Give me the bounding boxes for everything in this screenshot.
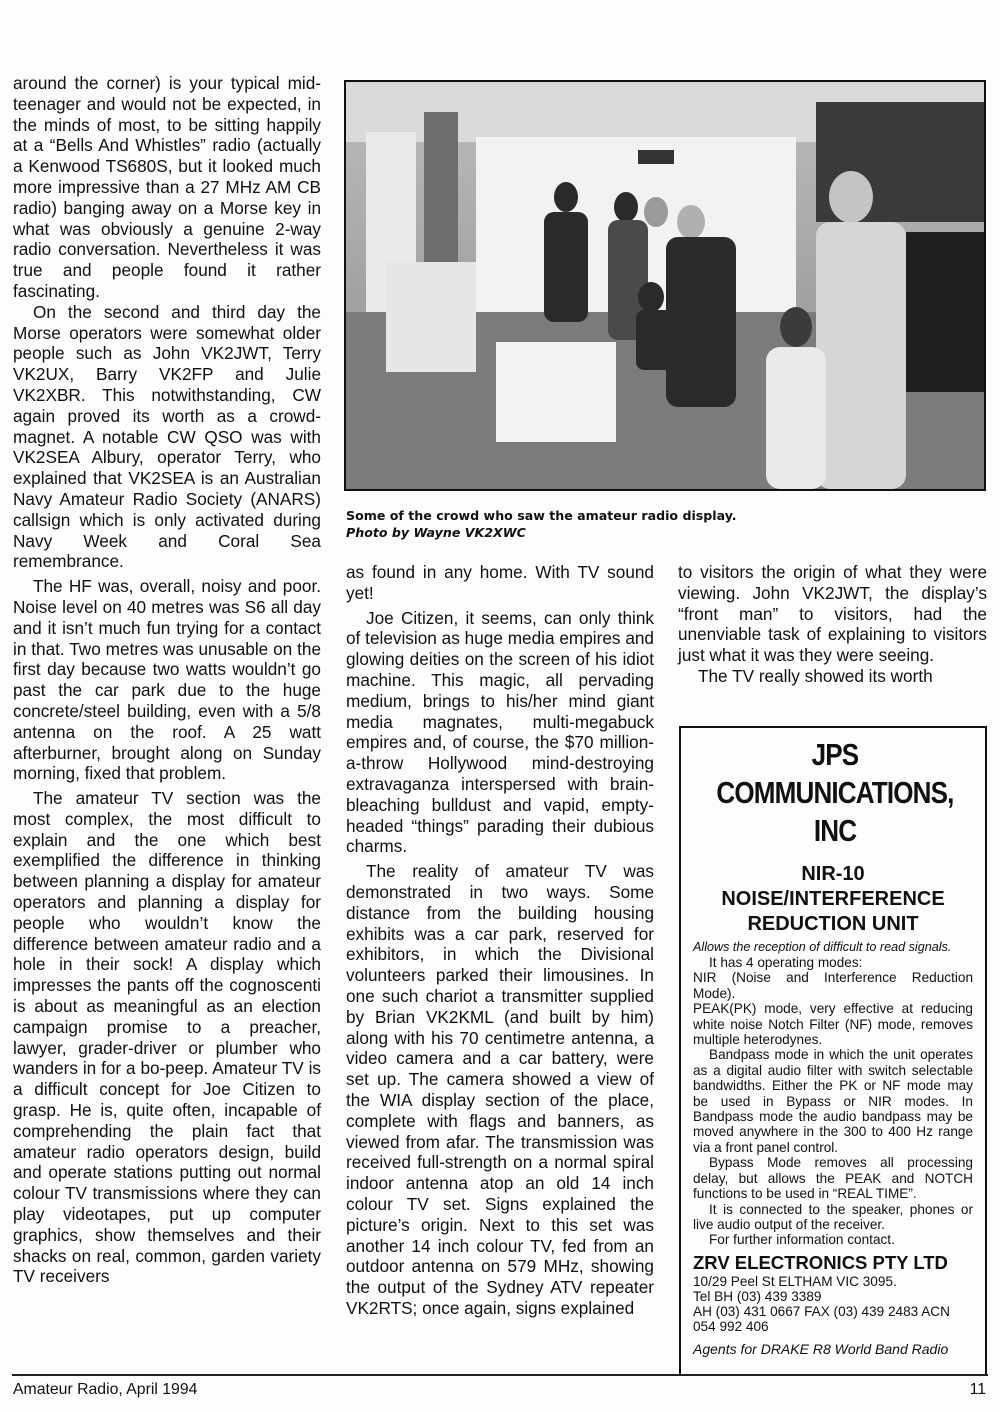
ad-telephone: Tel BH (03) 439 3389 bbox=[693, 1288, 822, 1304]
photo-caption bbox=[346, 507, 986, 541]
footer-page-number: 11 bbox=[969, 1381, 986, 1398]
photo-credit: Photo by Wayne VK2XWC bbox=[346, 525, 526, 540]
article-column-1 bbox=[13, 73, 321, 1287]
ad-product-name: NIR-10 NOISE/INTERFERENCE REDUCTION UNIT bbox=[721, 863, 945, 935]
footer-publication: Amateur Radio, April 1994 bbox=[13, 1381, 198, 1398]
crowd-photo-image bbox=[346, 82, 984, 489]
article-paragraph: The TV really showed its worth bbox=[698, 665, 933, 686]
ad-mode-nir: NIR (Noise and Interference Reduction Mode). bbox=[693, 970, 973, 1001]
article-paragraph: to visitors the origin of what they were viewing. John VK2JWT, the display’s “front man” to visitors, had the unenviable task of explaining to visitors just what it was they were seeing. bbox=[678, 562, 987, 666]
article-paragraph: Joe Citizen, it seems, can only think of television as huge media empires and glowing deities on the screen of his idiot machine. This magic, all pervading medium, brings to his/her mind giant media magnates, multi-megabuck empires and, of course, the $70 million-a-throw Hollywood mind-destroying extravaganza interspersed with brain-bleaching bulldust and vapid, empty-headed “things” parading their dubious charms. bbox=[346, 607, 654, 857]
crowd-photo bbox=[344, 80, 986, 491]
ad-company-name: JPS COMMUNICATIONS, INC bbox=[716, 737, 954, 848]
article-paragraph: The amateur TV section was the most complex, the most difficult to explain and the one which best exemplified the difference in thinking between planning a display for amateur operators and planning a display for people who wouldn’t know the difference between amateur radio and a hole in their sock! A display which impresses the pants off the cognoscenti is about as meaningful as an election campaign promise to a preacher, lawyer, grader-driver or plumber who wanders in for a bo-peep. Amateur TV is a difficult concept for Joe Citizen to grasp. He is, quite often, incapable of comprehending the plain fact that amateur radio operators design, build and operate stations putting out normal colour TV transmissions where they can play videotapes, put up computer graphics, show themselves and their shacks on real, common, garden variety TV receivers bbox=[13, 788, 321, 1287]
ad-body bbox=[693, 955, 973, 1248]
article-paragraph: The HF was, overall, noisy and poor. Noise level on 40 metres was S6 all day and it isn’t much fun trying for a contact in that. Two metres was unusable on the first day because two watts wouldn’t go past the car park due to the huge concrete/steel building, even with a 5/8 antenna on the roof. A 25 watt afterburner, brought along on Sunday morning, fixed that problem. bbox=[13, 576, 321, 784]
article-paragraph: as found in any home. With TV sound yet! bbox=[346, 562, 654, 603]
footer-divider bbox=[12, 1374, 988, 1376]
ad-bypass: Bypass Mode removes all processing delay, but allows the PEAK and NOTCH functions to be used in “REAL TIME”. bbox=[693, 1155, 973, 1202]
ad-mode-peak: PEAK(PK) mode, very effective at reducing white noise Notch Filter (NF) mode, removes multiple heterodynes. bbox=[693, 1001, 973, 1048]
ad-dealer-name: ZRV ELECTRONICS PTY LTD bbox=[693, 1251, 948, 1273]
article-paragraph: The reality of amateur TV was demonstrated in two ways. Some distance from the building housing exhibits was a car park, reserved for exhibitors, in which the Divisional volunteers parked their limousines. In one such chariot a transmitter supplied by Brian VK2KML (and built by him) along with his 70 centimetre antenna, a video camera and a car battery, were set up. The camera showed a view of the WIA display section of the place, complete with flags and banners, as viewed from afar. The transmission was received full-strength on a normal spiral indoor antenna atop an old 14 inch colour TV set. Signs explained the picture’s origin. Next to this set was another 14 inch colour TV, fed from an outdoor antenna on 579 MHz, showing the output of the Sydney ATV repeater VK2RTS; once again, signs explained bbox=[346, 861, 654, 1318]
ad-after-hours: AH (03) 431 0667 FAX (03) 439 2483 ACN 054 992 406 bbox=[693, 1304, 950, 1335]
article-column-2 bbox=[346, 562, 654, 1319]
article-column-3 bbox=[678, 562, 987, 687]
article-paragraph: around the corner) is your typical mid-teenager and would not be expected, in the minds of most, to be sitting happily at a “Bells And Whistles” radio (actually a Kenwood TS680S, but it looked much more impressive than a 27 MHz AM CB radio) banging away on a Morse key in what was obviously a genuine 2-way radio conversation. Nevertheless it was true and people found it rather fascinating. bbox=[13, 73, 321, 301]
ad-bandpass: Bandpass mode in which the unit operates as a digital audio filter with switch selectable bandwidths. Either the PK or NF mode may be used in Bypass or NIR modes. In Bandpass mode the audio bandpass may be moved anywhere in the 300 to 400 Hz range via a front panel control. bbox=[693, 1047, 973, 1155]
ad-modes-intro: It has 4 operating modes: bbox=[709, 955, 863, 970]
ad-agents: Agents for DRAKE R8 World Band Radio bbox=[693, 1340, 949, 1357]
ad-address: 10/29 Peel St ELTHAM VIC 3095. bbox=[693, 1273, 897, 1289]
ad-tagline: Allows the reception of difficult to read signals. bbox=[693, 940, 952, 954]
ad-connected: It is connected to the speaker, phones or live audio output of the receiver. bbox=[693, 1201, 973, 1232]
article-paragraph: On the second and third day the Morse operators were somewhat older people such as John VK2JWT, Terry VK2UX, Barry VK2FP and Julie VK2XBR. This notwithstanding, CW again proved its worth as a crowd-magnet. A notable CW QSO was with VK2SEA Albury, operator Terry, who explained that VK2SEA is an Australian Navy Amateur Radio Society (ANARS) callsign which is only activated during Navy Week and Coral Sea remembrance. bbox=[13, 301, 321, 572]
advertisement-box bbox=[679, 726, 987, 1376]
photo-caption-text: Some of the crowd who saw the amateur radio display. bbox=[346, 508, 737, 523]
ad-further-info: For further information contact. bbox=[709, 1232, 895, 1248]
